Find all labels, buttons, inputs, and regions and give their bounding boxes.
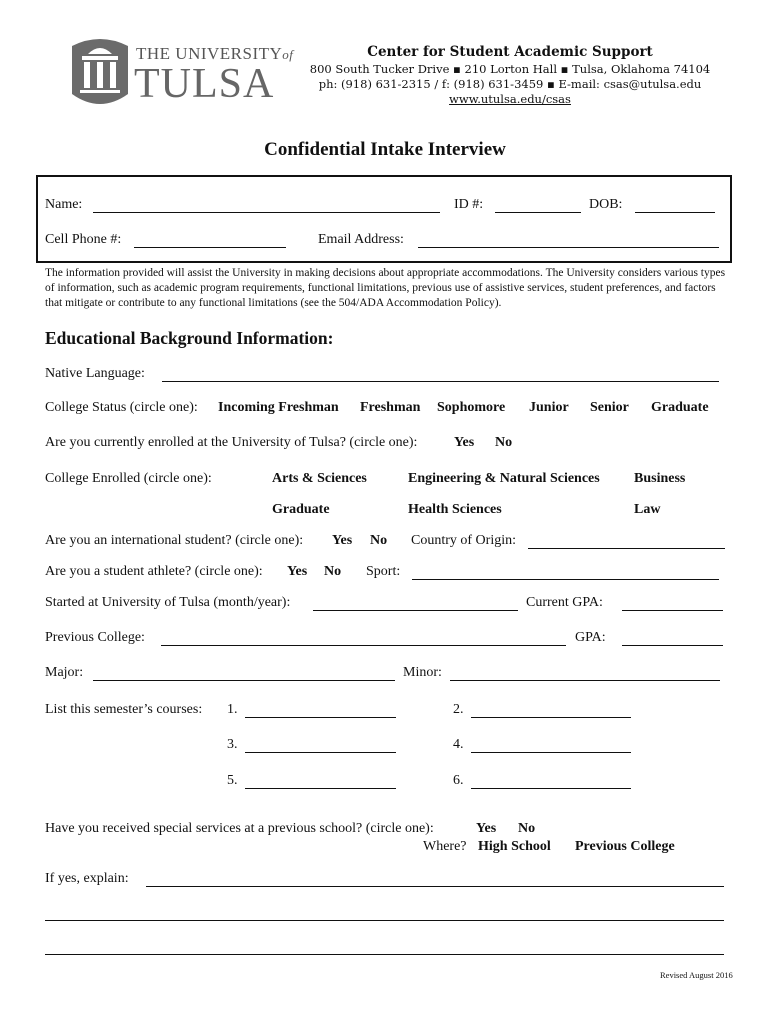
courses-label: List this semester’s courses:: [45, 702, 203, 717]
previous-college-label: Previous College:: [45, 630, 145, 645]
services-no-option[interactable]: No: [518, 821, 536, 836]
international-no-option[interactable]: No: [370, 533, 388, 548]
intro-paragraph: The information provided will assist the University in making decisions about appropriate accommodations. The University considers various types of information, such as academic program requirements, functional limitations, previous use of assistive services, student preferences, and factors that mitigate or contribute to any functional limitations (see the 504/ADA Accommodation Policy).: [45, 267, 726, 309]
sport-label: Sport:: [366, 564, 401, 579]
status-option[interactable]: Sophomore: [437, 400, 506, 415]
enrolled-no-option[interactable]: No: [495, 435, 513, 450]
status-option[interactable]: Freshman: [360, 400, 421, 415]
logo-tulsa-text: TULSA: [134, 61, 275, 107]
course-number: 4.: [453, 737, 464, 752]
course-field[interactable]: [245, 717, 396, 718]
explain-field[interactable]: [146, 886, 724, 887]
native-language-field[interactable]: [162, 381, 719, 382]
athlete-no-option[interactable]: No: [324, 564, 342, 579]
name-field[interactable]: [93, 212, 440, 213]
status-option[interactable]: Senior: [590, 400, 629, 415]
status-option[interactable]: Incoming Freshman: [218, 400, 339, 415]
email-field[interactable]: [418, 247, 719, 248]
college-option[interactable]: Arts & Sciences: [272, 471, 367, 486]
previous-college-option[interactable]: Previous College: [575, 839, 675, 854]
course-field[interactable]: [245, 752, 396, 753]
college-option[interactable]: Law: [634, 502, 661, 517]
course-field[interactable]: [471, 717, 631, 718]
dob-label: DOB:: [589, 197, 623, 212]
college-option[interactable]: Health Sciences: [408, 502, 502, 517]
course-field[interactable]: [471, 752, 631, 753]
currently-enrolled-label: Are you currently enrolled at the University of Tulsa? (circle one):: [45, 435, 418, 450]
page-title: Confidential Intake Interview: [264, 139, 506, 160]
college-enrolled-label: College Enrolled (circle one):: [45, 471, 212, 486]
sport-field[interactable]: [412, 579, 719, 580]
center-name: Center for Student Academic Support: [367, 44, 653, 60]
country-field[interactable]: [528, 548, 725, 549]
cell-phone-field[interactable]: [134, 247, 286, 248]
started-field[interactable]: [313, 610, 518, 611]
where-label: Where?: [423, 839, 467, 854]
course-number: 2.: [453, 702, 464, 717]
minor-label: Minor:: [403, 665, 442, 680]
status-option[interactable]: Graduate: [651, 400, 709, 415]
student-info-box: [36, 175, 732, 263]
international-label: Are you an international student? (circle one):: [45, 533, 304, 548]
course-number: 5.: [227, 773, 238, 788]
course-field[interactable]: [471, 788, 631, 789]
explain-field[interactable]: [45, 954, 724, 955]
college-option[interactable]: Graduate: [272, 502, 330, 517]
course-field[interactable]: [245, 788, 396, 789]
website-link[interactable]: www.utulsa.edu/csas: [449, 92, 571, 106]
high-school-option[interactable]: High School: [478, 839, 551, 854]
college-status-label: College Status (circle one):: [45, 400, 198, 415]
explain-field[interactable]: [45, 920, 724, 921]
section-title: Educational Background Information:: [45, 328, 334, 348]
status-option[interactable]: Junior: [529, 400, 569, 415]
university-logo: [70, 36, 294, 116]
email-label: Email Address:: [318, 232, 404, 247]
services-yes-option[interactable]: Yes: [476, 821, 497, 836]
course-number: 1.: [227, 702, 238, 717]
international-yes-option[interactable]: Yes: [332, 533, 353, 548]
name-label: Name:: [45, 197, 83, 212]
id-field[interactable]: [495, 212, 581, 213]
native-language-label: Native Language:: [45, 366, 145, 381]
revised-date: Revised August 2016: [660, 970, 733, 980]
started-label: Started at University of Tulsa (month/year):: [45, 595, 291, 610]
dob-field[interactable]: [635, 212, 715, 213]
country-label: Country of Origin:: [411, 533, 516, 548]
current-gpa-field[interactable]: [622, 610, 723, 611]
current-gpa-label: Current GPA:: [526, 595, 603, 610]
course-number: 3.: [227, 737, 238, 752]
id-label: ID #:: [454, 197, 484, 212]
athlete-label: Are you a student athlete? (circle one):: [45, 564, 263, 579]
address-line: 800 South Tucker Drive ▪ 210 Lorton Hall ▪ Tulsa, Oklahoma 74104: [309, 62, 711, 76]
previous-college-field[interactable]: [161, 645, 566, 646]
major-label: Major:: [45, 665, 84, 680]
course-number: 6.: [453, 773, 464, 788]
special-services-label: Have you received special services at a previous school? (circle one):: [45, 821, 434, 836]
explain-label: If yes, explain:: [45, 871, 129, 886]
cell-phone-label: Cell Phone #:: [45, 232, 122, 247]
logo-university-text: THE UNIVERSITYof: [136, 44, 294, 63]
enrolled-yes-option[interactable]: Yes: [454, 435, 475, 450]
contact-line: ph: (918) 631-2315 / f: (918) 631-3459 ▪ E-mail: csas@utulsa.edu: [318, 77, 702, 91]
gpa-field[interactable]: [622, 645, 723, 646]
major-field[interactable]: [93, 680, 395, 681]
gpa-label: GPA:: [575, 630, 606, 645]
minor-field[interactable]: [450, 680, 720, 681]
athlete-yes-option[interactable]: Yes: [287, 564, 308, 579]
college-option[interactable]: Engineering & Natural Sciences: [408, 471, 600, 486]
college-option[interactable]: Business: [634, 471, 686, 486]
